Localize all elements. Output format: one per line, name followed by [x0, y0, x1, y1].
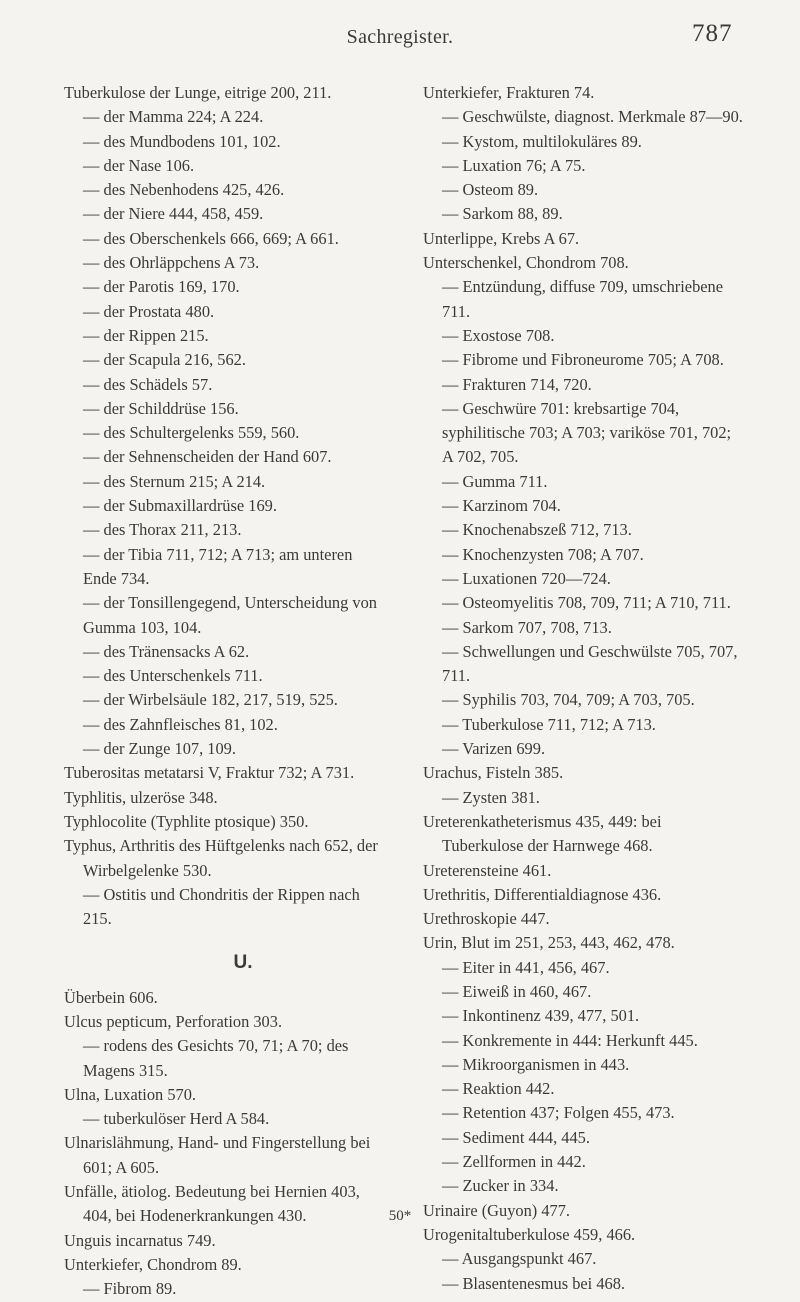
index-subentry: — Eiter in 441, 456, 467. [423, 956, 745, 980]
index-subentry: — rodens des Gesichts 70, 71; A 70; des Magens 315. [64, 1034, 382, 1083]
section-letter: U. [233, 952, 253, 974]
index-subentry: — Ausgangspunkt 467. [423, 1247, 745, 1271]
index-entry: Ulna, Luxation 570. [64, 1084, 197, 1104]
index-subentry: — Luxation 76; A 75. [423, 154, 745, 178]
index-subentry: — Sediment 444, 445. [423, 1126, 745, 1150]
index-subentry: — der Sehnenscheiden der Hand 607. [64, 445, 382, 469]
index-subentry: — des Zahnfleisches 81, 102. [64, 713, 382, 737]
index-subentry: — Retention 437; Folgen 455, 473. [423, 1101, 745, 1125]
index-subentry: — Schwellungen und Geschwülste 705, 707, 711. [423, 640, 745, 689]
index-subentry: — Sarkom 707, 708, 713. [423, 616, 745, 640]
index-entry: Tuberositas metatarsi V, Fraktur 732; A 731. [64, 763, 355, 783]
index-subentry: — Karzinom 704. [423, 494, 745, 518]
index-block-u [64, 986, 382, 1302]
index-entry: Typhus, Arthritis des Hüftgelenks nach 652, der Wirbelgelenke 530. [64, 836, 378, 880]
index-entry: Typhlitis, ulzeröse 348. [64, 787, 218, 807]
index-subentry: — Varizen 699. [423, 737, 745, 761]
index-subentry: — tuberkulöser Herd A 584. [64, 1107, 382, 1131]
index-subentry: — Fibrome und Fibroneurome 705; A 708. [423, 348, 745, 372]
index-entry: Unfälle, ätiolog. Bedeutung bei Hernien 403, 404, bei Hodenerkrankungen 430. [64, 1182, 360, 1226]
index-subentry: — Zucker in 334. [423, 1174, 745, 1198]
index-subentry: — der Wirbelsäule 182, 217, 519, 525. [64, 688, 382, 712]
index-subentry: — der Niere 444, 458, 459. [64, 202, 382, 226]
index-column-right [423, 81, 745, 1296]
index-entry: Ureterensteine 461. [423, 860, 552, 880]
index-entry: Urinaire (Guyon) 477. [423, 1200, 571, 1220]
index-subentry: — Geschwülste, diagnost. Merkmale 87—90. [423, 105, 745, 129]
index-entry: Urethritis, Differentialdiagnose 436. [423, 884, 662, 904]
index-subentry: — des Sternum 215; A 214. [64, 470, 382, 494]
index-subentry: — des Nebenhodens 425, 426. [64, 178, 382, 202]
index-block-u-continued [423, 81, 745, 1296]
index-subentry: — der Submaxillardrüse 169. [64, 494, 382, 518]
index-subentry: — des Thorax 211, 213. [64, 518, 382, 542]
index-subentry: — Zellformen in 442. [423, 1150, 745, 1174]
index-subentry: — des Schädels 57. [64, 373, 382, 397]
index-entry: Urethroskopie 447. [423, 909, 550, 929]
index-subentry: — Geschwüre 701: krebsartige 704, syphilitische 703; A 703; variköse 701, 702; A 702, 705. [423, 397, 745, 470]
index-entry: Ureterenkatheterismus 435, 449: bei Tuberkulose der Harnwege 468. [423, 811, 662, 856]
index-subentry: — Zysten 381. [423, 786, 745, 810]
index-entry: Überbein 606. [64, 987, 158, 1007]
index-subentry: — der Mamma 224; A 224. [64, 105, 382, 129]
index-subentry: — Knochenzysten 708; A 707. [423, 543, 745, 567]
index-entry: Typhlocolite (Typhlite ptosique) 350. [64, 811, 309, 831]
index-subentry: — Fibrom 89. [64, 1277, 382, 1301]
index-subentry: — der Prostata 480. [64, 300, 382, 324]
index-subentry: — der Tonsillengegend, Unterscheidung von Gumma 103, 104. [64, 591, 382, 640]
index-subentry: — der Nase 106. [64, 154, 382, 178]
index-entry: Unterschenkel, Chondrom 708. [423, 253, 629, 273]
sheet-signature: 50* [388, 1208, 412, 1224]
index-subentry: — Sarkom 88, 89. [423, 202, 745, 226]
index-subentry: — Luxationen 720—724. [423, 567, 745, 591]
running-head: Sachregister. [346, 26, 454, 48]
index-subentry: — Osteom 89. [423, 178, 745, 202]
index-subentry: — der Parotis 169, 170. [64, 275, 382, 299]
index-subentry: — Knochenabszeß 712, 713. [423, 518, 745, 542]
index-subentry: — Reaktion 442. [423, 1077, 745, 1101]
index-subentry: — Eiweiß in 460, 467. [423, 980, 745, 1004]
index-block-t [64, 81, 382, 931]
index-subentry: — Blasentenesmus bei 468. [423, 1272, 745, 1296]
index-subentry: — Osteomyelitis 708, 709, 711; A 710, 711. [423, 591, 745, 615]
index-entry: Unguis incarnatus 749. [64, 1230, 216, 1250]
index-entry: Urogenitaltuberkulose 459, 466. [423, 1224, 636, 1244]
index-entry: Unterlippe, Krebs A 67. [423, 228, 580, 248]
index-subentry: — der Scapula 216, 562. [64, 348, 382, 372]
index-subentry: — der Tibia 711, 712; A 713; am unteren Ende 734. [64, 543, 382, 592]
index-subentry: — der Schilddrüse 156. [64, 397, 382, 421]
page-number: 787 [692, 20, 733, 47]
index-subentry: — Kystom, multilokuläres 89. [423, 130, 745, 154]
index-subentry: — Exostose 708. [423, 324, 745, 348]
index-subentry: — des Unterschenkels 711. [64, 664, 382, 688]
index-subentry: — Konkremente in 444: Herkunft 445. [423, 1029, 745, 1053]
index-entry: Unterkiefer, Chondrom 89. [64, 1254, 242, 1274]
index-subentry: — Ostitis und Chondritis der Rippen nach 215. [64, 883, 382, 932]
index-subentry: — Mikroorganismen in 443. [423, 1053, 745, 1077]
index-subentry: — Frakturen 714, 720. [423, 373, 745, 397]
index-subentry: — Inkontinenz 439, 477, 501. [423, 1004, 745, 1028]
index-subentry: — des Oberschenkels 666, 669; A 661. [64, 227, 382, 251]
index-subentry: — der Rippen 215. [64, 324, 382, 348]
index-column-left [64, 81, 382, 1302]
index-subentry: — Tuberkulose 711, 712; A 713. [423, 713, 745, 737]
index-entry: Unterkiefer, Frakturen 74. [423, 83, 595, 102]
index-subentry: — des Ohrläppchens A 73. [64, 251, 382, 275]
index-subentry: — des Mundbodens 101, 102. [64, 130, 382, 154]
index-entry: Urin, Blut im 251, 253, 443, 462, 478. [423, 933, 675, 953]
index-subentry: — Gumma 711. [423, 470, 745, 494]
index-entry: Urachus, Fisteln 385. [423, 763, 564, 783]
index-subentry: — des Schultergelenks 559, 560. [64, 421, 382, 445]
index-subentry: — der Zunge 107, 109. [64, 737, 382, 761]
index-subentry: — Syphilis 703, 704, 709; A 703, 705. [423, 688, 745, 712]
index-entry: Ulcus pepticum, Perforation 303. [64, 1011, 283, 1031]
index-subentry: — des Tränensacks A 62. [64, 640, 382, 664]
index-entry: Ulnarislähmung, Hand- und Fingerstellung bei 601; A 605. [64, 1133, 371, 1177]
index-entry: Tuberkulose der Lunge, eitrige 200, 211. [64, 83, 332, 102]
index-subentry: — Entzündung, diffuse 709, umschriebene 711. [423, 275, 745, 324]
